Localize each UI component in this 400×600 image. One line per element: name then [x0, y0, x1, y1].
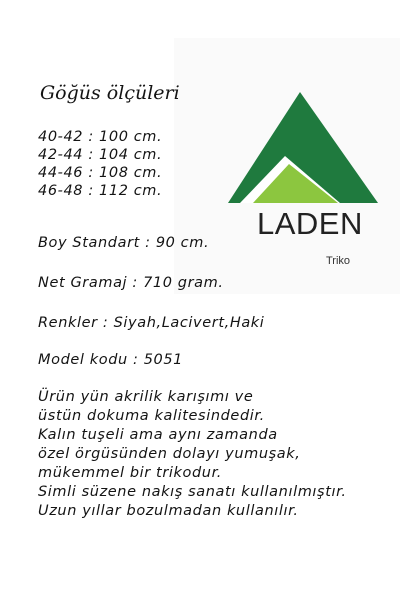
page-title: Göğüs ölçüleri [40, 82, 180, 104]
description-line: üstün dokuma kalitesindedir. [38, 408, 265, 424]
product-description [38, 388, 347, 521]
model-code: Model kodu : 5051 [38, 352, 184, 368]
brand-name: LADEN [257, 206, 363, 241]
size-row: 42-44 : 104 cm. [38, 147, 163, 163]
description-line: Uzun yıllar bozulmadan kullanılır. [38, 503, 299, 519]
size-row: 40-42 : 100 cm. [38, 129, 163, 145]
brand-subtitle: Triko [326, 255, 351, 267]
size-row: 46-48 : 112 cm. [38, 183, 163, 199]
description-line: Simli süzene nakış sanatı kullanılmıştır. [38, 484, 347, 500]
weight-info: Net Gramaj : 710 gram. [38, 275, 224, 291]
description-line: Ürün yün akrilik karışımı ve [38, 389, 254, 405]
length-info: Boy Standart : 90 cm. [38, 235, 210, 251]
size-row: 44-46 : 108 cm. [38, 165, 163, 181]
colors-info: Renkler : Siyah,Lacivert,Haki [38, 315, 265, 331]
laden-triangle-logo-icon [228, 92, 380, 208]
description-line: mükemmel bir trikodur. [38, 465, 223, 481]
description-line: Kalın tuşeli ama aynı zamanda [38, 427, 278, 443]
description-line: özel örgüsünden dolayı yumuşak, [38, 446, 301, 462]
chest-size-list [38, 128, 162, 200]
